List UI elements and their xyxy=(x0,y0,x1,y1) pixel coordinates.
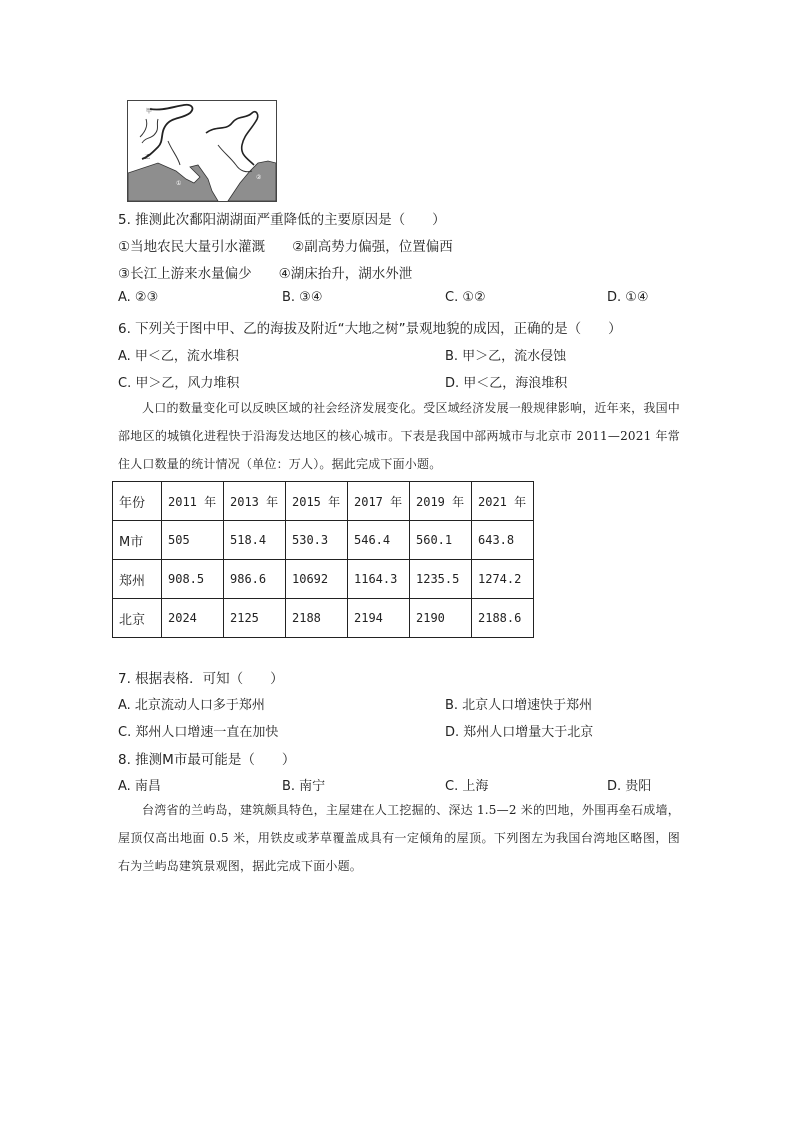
table-cell: M市 xyxy=(113,521,162,560)
table-cell: 2188 xyxy=(286,599,348,638)
q8-option-d[interactable]: D. 贵阳 xyxy=(607,779,652,794)
q5-line-1: ①当地农民大量引水灌溉 ②副高势力偏强，位置偏西 xyxy=(118,239,453,255)
map-label-yi: 乙 xyxy=(144,154,151,161)
q8-option-b[interactable]: B. 南宁 xyxy=(282,779,326,794)
table-header-cell: 年份 xyxy=(113,482,162,521)
q6-option-a[interactable]: A. 甲＜乙，流水堆积 xyxy=(118,349,239,364)
table-cell: 505 xyxy=(162,521,224,560)
map-label-jia: 甲 xyxy=(146,108,153,115)
q7-option-c[interactable]: C. 郑州人口增速一直在加快 xyxy=(118,725,279,740)
q5-option-b[interactable]: B. ③④ xyxy=(282,290,323,305)
table-header-cell: 2015 年 xyxy=(286,482,348,521)
lake-map-figure xyxy=(127,100,277,202)
table-cell: 2194 xyxy=(348,599,410,638)
q6-option-c[interactable]: C. 甲＞乙，风力堆积 xyxy=(118,376,240,391)
table-cell: 北京 xyxy=(113,599,162,638)
table-cell: 530.3 xyxy=(286,521,348,560)
q7-option-d[interactable]: D. 郑州人口增量大于北京 xyxy=(445,725,594,740)
table-cell: 10692 xyxy=(286,560,348,599)
table-row xyxy=(113,599,534,638)
table-header-row xyxy=(113,482,534,521)
q7-stem: 7. 根据表格．可知（ ） xyxy=(118,671,284,687)
q5-line-2: ③长江上游来水量偏少 ④湖床抬升，湖水外泄 xyxy=(118,266,413,282)
table-cell: 908.5 xyxy=(162,560,224,599)
table-row xyxy=(113,560,534,599)
table-cell: 518.4 xyxy=(224,521,286,560)
q8-option-a[interactable]: A. 南昌 xyxy=(118,779,161,794)
table-cell: 2125 xyxy=(224,599,286,638)
population-table xyxy=(112,481,534,638)
table-header-cell: 2013 年 xyxy=(224,482,286,521)
q7-option-a[interactable]: A. 北京流动人口多于郑州 xyxy=(118,698,265,713)
table-cell: 560.1 xyxy=(410,521,472,560)
passage-population: 人口的数量变化可以反映区域的社会经济发展变化。受区域经济发展一般规律影响，近年来，我国中部地区的城镇化进程快于沿海发达地区的核心城市。下表是我国中部两城市与北京市 2011—2021 年常住人口数量的统计情况（单位：万人）。据此完成下面小题。 xyxy=(118,401,680,471)
q6-option-b[interactable]: B. 甲＞乙，流水侵蚀 xyxy=(445,349,567,364)
table-cell: 2024 xyxy=(162,599,224,638)
table-cell: 郑州 xyxy=(113,560,162,599)
map-drawing xyxy=(128,101,276,201)
q8-option-c[interactable]: C. 上海 xyxy=(445,779,489,794)
q5-option-d[interactable]: D. ①④ xyxy=(607,290,649,305)
table-cell: 1164.3 xyxy=(348,560,410,599)
table-header-cell: 2011 年 xyxy=(162,482,224,521)
q6-stem: 6. 下列关于图中甲、乙的海拔及附近“大地之树”景观地貌的成因，正确的是（ ） xyxy=(118,321,622,337)
table-header-cell: 2017 年 xyxy=(348,482,410,521)
q6-option-d[interactable]: D. 甲＜乙，海浪堆积 xyxy=(445,376,568,391)
table-cell: 643.8 xyxy=(472,521,534,560)
map-label-2: ② xyxy=(256,174,262,181)
table-header-cell: 2021 年 xyxy=(472,482,534,521)
table-cell: 2188.6 xyxy=(472,599,534,638)
table-header-cell: 2019 年 xyxy=(410,482,472,521)
q5-option-a[interactable]: A. ②③ xyxy=(118,290,159,305)
table-cell: 986.6 xyxy=(224,560,286,599)
table-cell: 2190 xyxy=(410,599,472,638)
q8-stem: 8. 推测M市最可能是（ ） xyxy=(118,752,296,768)
table-cell: 546.4 xyxy=(348,521,410,560)
map-label-1: ① xyxy=(176,180,182,187)
table-cell: 1235.5 xyxy=(410,560,472,599)
q5-option-c[interactable]: C. ①② xyxy=(445,290,486,305)
q5-stem: 5. 推测此次鄱阳湖湖面严重降低的主要原因是（ ） xyxy=(118,212,446,228)
q7-option-b[interactable]: B. 北京人口增速快于郑州 xyxy=(445,698,593,713)
passage-lanyu: 台湾省的兰屿岛，建筑颇具特色，主屋建在人工挖掘的、深达 1.5—2 米的凹地，外围再垒石成墙，屋顶仅高出地面 0.5 米，用铁皮或茅草覆盖成具有一定倾角的屋顶。下列图左为我国台湾地区略图，图右为兰屿岛建筑景观图，据此完成下面小题。 xyxy=(118,803,680,873)
table-row xyxy=(113,521,534,560)
table-cell: 1274.2 xyxy=(472,560,534,599)
